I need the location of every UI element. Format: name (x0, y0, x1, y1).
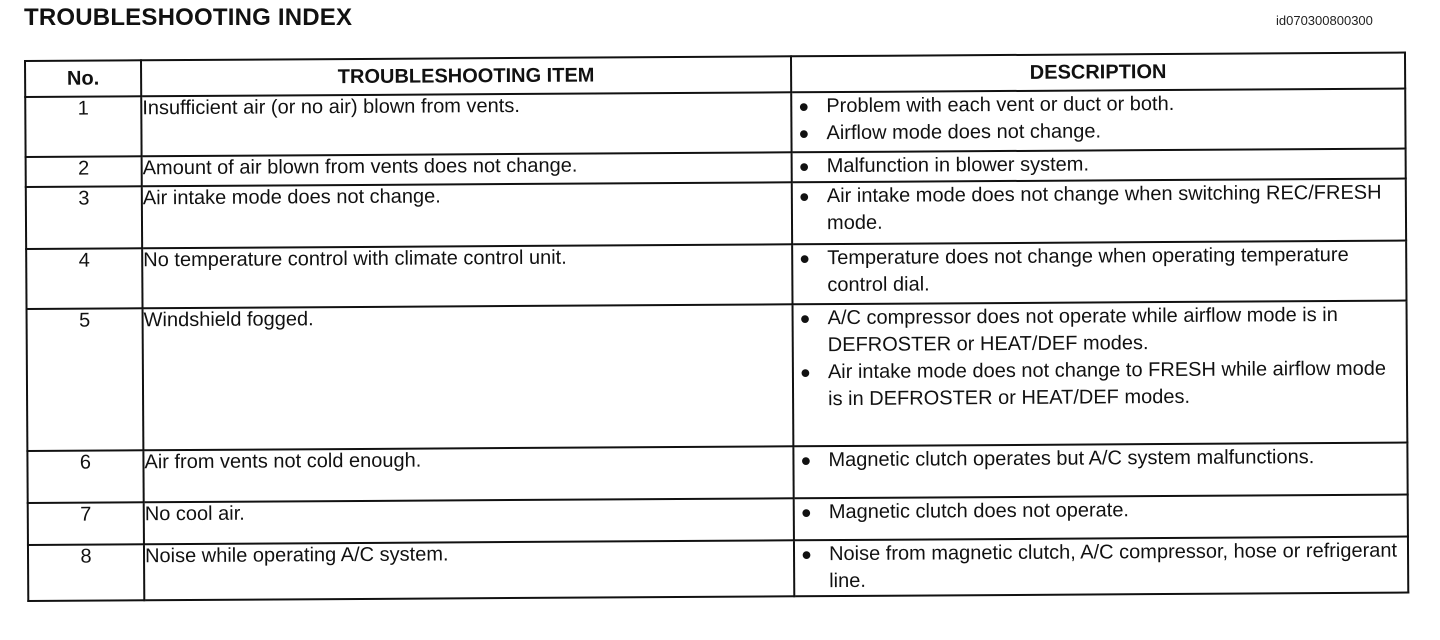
description-text: Airflow mode does not change. (826, 120, 1102, 145)
troubleshooting-item: No temperature control with climate control unit. (142, 244, 792, 308)
bullet-icon: ● (799, 362, 811, 383)
table-row (28, 537, 1408, 601)
description-list (793, 242, 1405, 300)
description-list (795, 538, 1407, 596)
row-number: 6 (27, 450, 143, 503)
description-text: A/C compressor does not operate while airflow mode is in DEFROSTER or HEAT/DEF modes. (827, 303, 1338, 357)
description-cell (792, 179, 1406, 245)
row-number: 8 (28, 544, 144, 601)
row-number: 2 (26, 156, 142, 187)
column-header-no: No. (25, 60, 141, 97)
row-number: 4 (26, 248, 142, 309)
description-item (795, 496, 1407, 527)
description-list (794, 302, 1407, 414)
table-row (27, 443, 1407, 503)
description-list (793, 150, 1405, 181)
description-text: Magnetic clutch operates but A/C system malfunctions. (828, 446, 1315, 472)
troubleshooting-item: Air intake mode does not change. (142, 182, 792, 248)
row-number: 7 (28, 502, 144, 545)
description-item (793, 180, 1405, 238)
table-row (26, 241, 1406, 309)
description-text: Noise from magnetic clutch, A/C compressor, hose or refrigerant line. (828, 539, 1398, 593)
description-item (792, 117, 1404, 148)
description-item (794, 444, 1406, 475)
description-item (793, 150, 1405, 181)
description-item (794, 302, 1406, 360)
description-item (794, 356, 1406, 414)
description-cell (794, 495, 1408, 541)
description-cell (794, 537, 1408, 597)
document-id: id070300800300 (1276, 13, 1373, 28)
description-list (792, 90, 1404, 148)
description-cell (792, 149, 1406, 183)
description-text: Problem with each vent or duct or both. (826, 92, 1175, 118)
bullet-icon: ● (800, 450, 812, 471)
table-row (25, 89, 1405, 157)
description-item (792, 90, 1404, 121)
table-body (25, 89, 1408, 601)
description-list (794, 444, 1406, 475)
bullet-icon: ● (799, 248, 811, 269)
description-text: Air intake mode does not change when switching REC/FRESH mode. (826, 181, 1382, 235)
description-item (793, 242, 1405, 300)
bullet-icon: ● (798, 186, 810, 207)
row-number: 1 (25, 96, 141, 157)
description-cell (792, 241, 1406, 305)
troubleshooting-table (24, 52, 1409, 602)
column-header-item: TROUBLESHOOTING ITEM (141, 56, 791, 96)
description-cell (793, 301, 1408, 447)
troubleshooting-item: No cool air. (144, 498, 794, 544)
column-header-description: DESCRIPTION (791, 53, 1405, 93)
description-text: Malfunction in blower system. (826, 153, 1090, 178)
troubleshooting-item: Windshield fogged. (143, 304, 794, 450)
troubleshooting-item: Noise while operating A/C system. (144, 540, 794, 600)
bullet-icon: ● (800, 502, 812, 523)
description-text: Magnetic clutch does not operate. (828, 499, 1130, 524)
troubleshooting-item: Insufficient air (or no air) blown from vents. (141, 92, 791, 156)
description-list (793, 180, 1405, 238)
bullet-icon: ● (799, 308, 811, 329)
description-text: Temperature does not change when operating temperature control dial. (827, 243, 1349, 297)
table-row (27, 301, 1408, 451)
troubleshooting-item: Air from vents not cold enough. (143, 446, 793, 502)
description-text: Air intake mode does not change to FRESH while airflow mode is in DEFROSTER or HEAT/DEF modes. (827, 357, 1387, 411)
row-number: 5 (27, 308, 144, 451)
page-title: TROUBLESHOOTING INDEX (24, 4, 353, 31)
table-row (26, 179, 1406, 249)
description-item (795, 538, 1407, 596)
bullet-icon: ● (798, 123, 810, 144)
description-list (795, 496, 1407, 527)
row-number: 3 (26, 186, 142, 249)
description-cell (793, 443, 1407, 499)
bullet-icon: ● (798, 156, 810, 177)
bullet-icon: ● (800, 544, 812, 565)
troubleshooting-item: Amount of air blown from vents does not change. (142, 152, 792, 186)
description-cell (791, 89, 1405, 153)
bullet-icon: ● (798, 96, 810, 117)
